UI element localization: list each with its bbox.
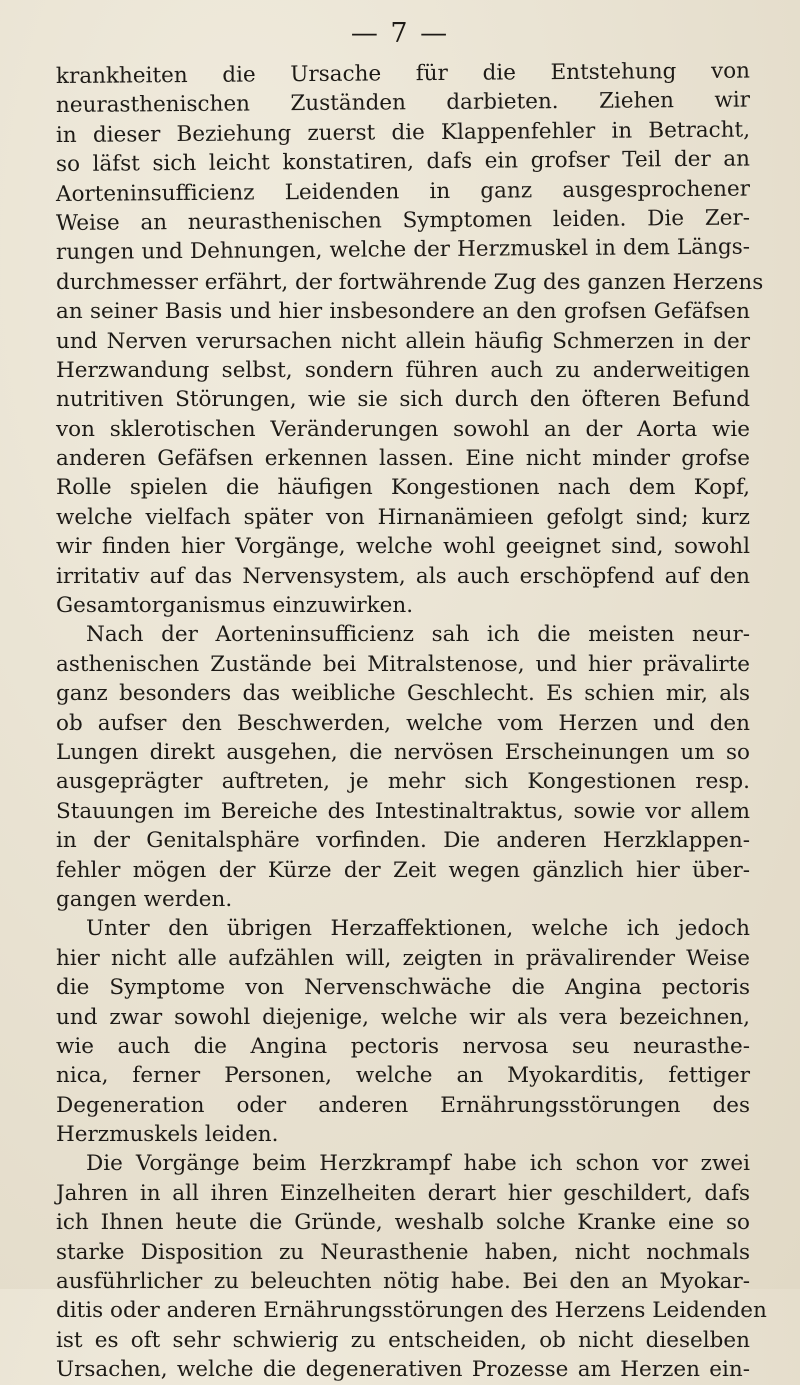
body-text <box>55 58 767 1385</box>
text-line: Die Vorgänge beim Herzkrampf habe ich schon vor zwei <box>86 1151 750 1177</box>
page-number: — 7 — <box>350 18 450 49</box>
text-line: und zwar sowohl diejenige, welche wir als vera bezeichnen, <box>56 1004 750 1030</box>
text-line: nutritiven Störungen, wie sie sich durch den öfteren Befund <box>56 387 750 413</box>
text-line: durchmesser erfährt, der fortwährende Zug des ganzen Herzens <box>56 269 764 295</box>
text-line: neurasthenischen Zuständen darbieten. Ziehen wir <box>55 87 751 119</box>
text-line: Gesamtorganismus einzuwirken. <box>56 593 414 619</box>
text-line: Weise an neurasthenischen Symptomen leiden. Die Zer- <box>55 205 751 236</box>
text-line: Aorteninsufficienz Leidenden in ganz ausgesprochener <box>55 176 751 207</box>
text-line: krankheiten die Ursache für die Entstehung von <box>55 58 751 89</box>
text-line: Rolle spielen die häufigen Kongestionen nach dem Kopf, <box>56 475 750 501</box>
text-line: irritativ auf das Nervensystem, als auch erschöpfend auf den <box>56 563 750 589</box>
text-line: hier nicht alle aufzählen will, zeigten in prävalirender Weise <box>56 945 750 971</box>
text-line: an seiner Basis und hier insbesondere an den grofsen Gefäfsen <box>56 299 750 325</box>
text-line: ganz besonders das weibliche Geschlecht. Es schien mir, als <box>56 681 750 707</box>
text-line: und Nerven verursachen nicht allein häufig Schmerzen in der <box>56 328 750 354</box>
text-line: ditis oder anderen Ernährungsstörungen des Herzens Leidenden <box>56 1298 767 1324</box>
text-line: so läfst sich leicht konstatiren, dafs ein grofser Teil der an <box>55 146 751 178</box>
text-line: Nach der Aorteninsufficienz sah ich die meisten neur- <box>86 622 750 648</box>
text-line: Unter den übrigen Herzaffektionen, welche ich jedoch <box>86 916 750 942</box>
text-line: ob aufser den Beschwerden, welche vom Herzen und den <box>56 710 750 736</box>
text-line: die Symptome von Nervenschwäche die Angina pectoris <box>56 975 750 1001</box>
text-line: asthenischen Zustände bei Mitralstenose, und hier prävalirte <box>56 651 750 677</box>
text-line: wir finden hier Vorgänge, welche wohl geeignet sind, sowohl <box>56 534 750 560</box>
text-line: fehler mögen der Kürze der Zeit wegen gänzlich hier über- <box>56 857 750 883</box>
text-line: Herzwandung selbst, sondern führen auch zu anderweitigen <box>56 357 750 383</box>
text-line: Degeneration oder anderen Ernährungsstörungen des <box>56 1092 750 1118</box>
text-line: Stauungen im Bereiche des Intestinaltraktus, sowie vor allem <box>56 798 750 824</box>
text-line: in der Genitalsphäre vorfinden. Die anderen Herzklappen- <box>56 828 750 854</box>
text-line: Lungen direkt ausgehen, die nervösen Erscheinungen um so <box>56 739 750 765</box>
text-line: in dieser Beziehung zuerst die Klappenfehler in Betracht, <box>55 117 751 148</box>
text-line: welche vielfach später von Hirnanämieen gefolgt sind; kurz <box>56 504 750 530</box>
text-line: von sklerotischen Veränderungen sowohl an der Aorta wie <box>56 416 750 442</box>
text-line: starke Disposition zu Neurasthenie haben, nicht nochmals <box>56 1239 750 1265</box>
text-line: anderen Gefäfsen erkennen lassen. Eine nicht minder grofse <box>56 446 750 472</box>
text-line: Herzmuskels leiden. <box>56 1122 279 1148</box>
text-line: ich Ihnen heute die Gründe, weshalb solche Kranke eine so <box>56 1210 750 1236</box>
text-line: nica, ferner Personen, welche an Myokarditis, fettiger <box>56 1063 750 1089</box>
text-line: Jahren in all ihren Einzelheiten derart hier geschildert, dafs <box>56 1180 750 1206</box>
text-line: ist es oft sehr schwierig zu entscheiden, ob nicht dieselben <box>56 1327 750 1353</box>
text-line: ausführlicher zu beleuchten nötig habe. Bei den an Myokar- <box>56 1269 750 1295</box>
text-line: Ursachen, welche die degenerativen Prozesse am Herzen ein- <box>56 1357 750 1383</box>
text-line: gangen werden. <box>56 886 233 912</box>
text-line: wie auch die Angina pectoris nervosa seu neurasthe- <box>56 1033 750 1059</box>
text-line: ausgeprägter auftreten, je mehr sich Kongestionen resp. <box>56 769 750 795</box>
text-line: rungen und Dehnungen, welche der Herzmuskel in dem Längs- <box>55 234 751 266</box>
